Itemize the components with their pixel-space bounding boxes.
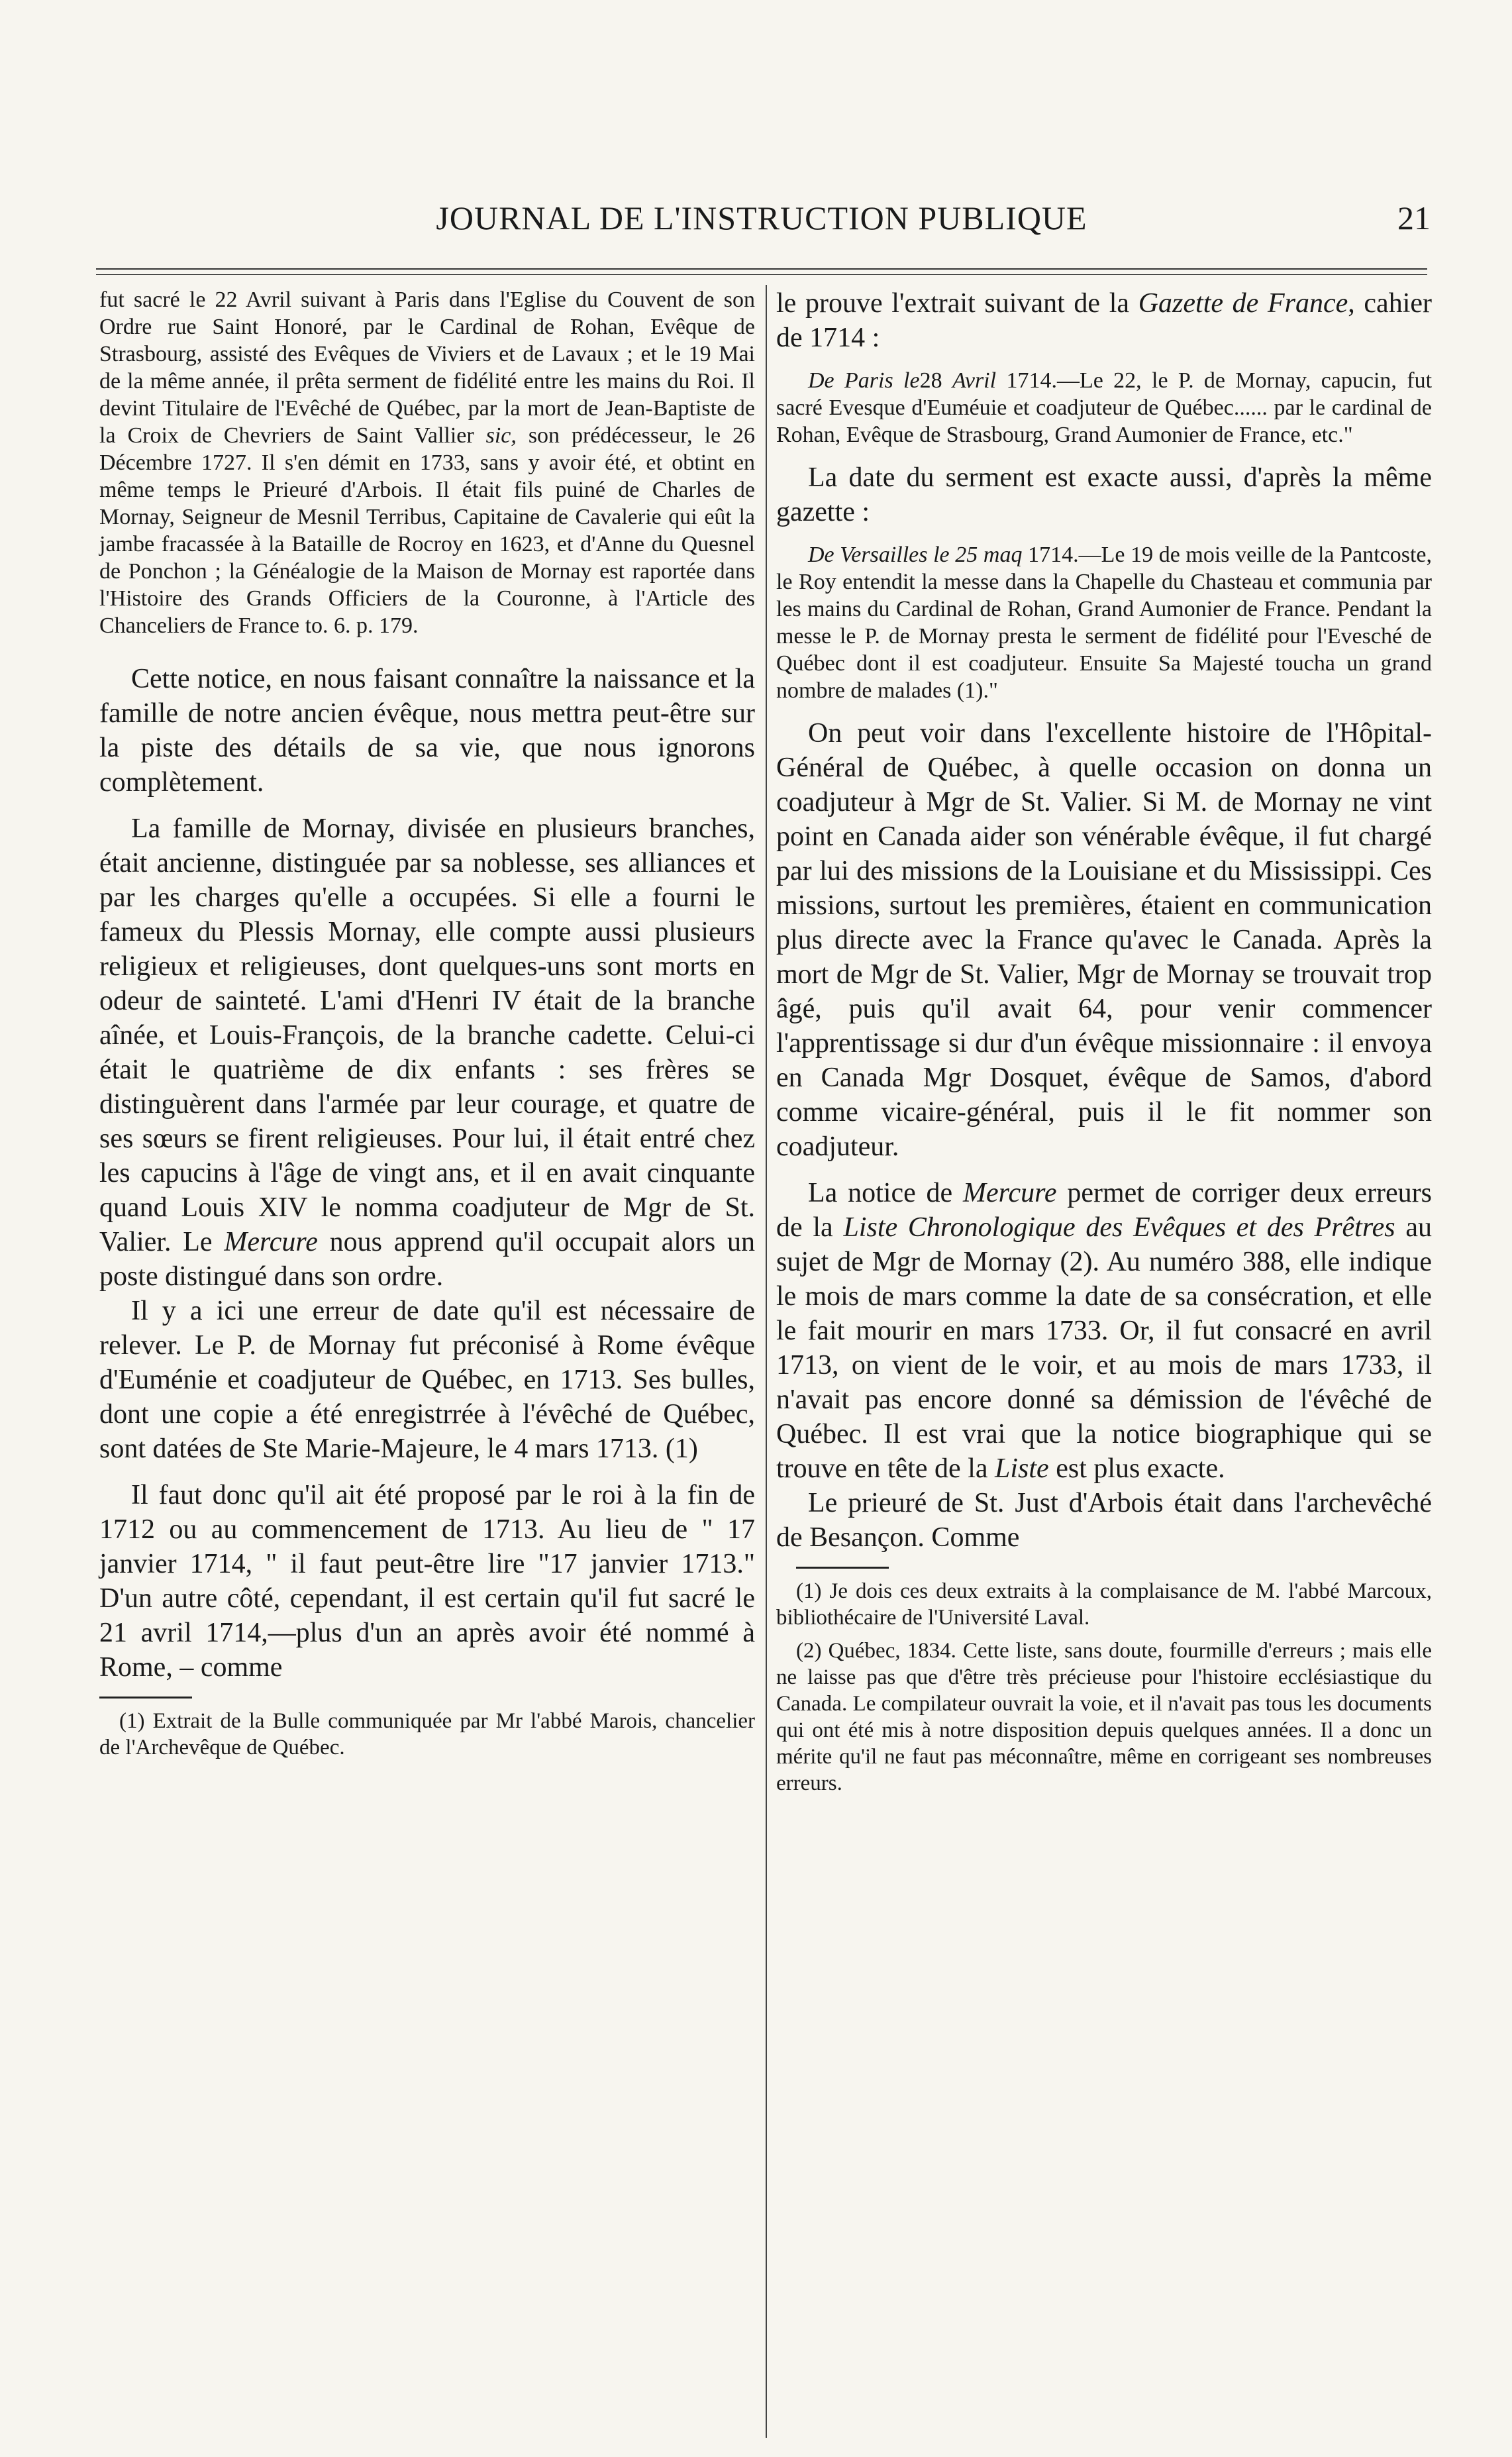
quote-month: Avril	[952, 368, 997, 393]
notice-text-2: son prédécesseur, le 26 Décembre 1727. Il s'en démit en 1733, sans y avoir été, et obtint en même temps le Prieuré d'Arbois. Il était fils puiné de Charles de Mornay, Seigneur de Mesnil Terribus, Capitaine de Cavalerie qui eût la jambe fracassée à la Bataille de Rocroy en 1623, et d'Anne du Quesnel de Ponchon ; la Généalogie de la Maison de Mornay est raportée dans l'Histoire des Grands Officiers de la Couronne, à l'Article des Chanceliers de France to. 6. p. 179.	[99, 423, 756, 638]
quote-text: 1714.—Le 19 de mois veille de la Pantcoste, le Roy entendit la messe dans la Chapelle du Chasteau et communia par les mains du Cardinal de Rohan, Grand Aumonier de France. Pendant la messe le P. de Mornay presta le serment de fidélité pour l'Evesché de Québec dont il est coadjuteur. Ensuite Sa Majesté toucha un grand nombre de malades (1)."	[776, 543, 1432, 703]
footnote-rule	[796, 1567, 889, 1569]
mercure-title: Mercure	[963, 1178, 1057, 1208]
notice-text-1: fut sacré le 22 Avril suivant à Paris dans l'Eglise du Couvent de son Ordre rue Saint Honoré, par le Cardinal de Rohan, Evêque de Strasbourg, assisté des Evêques de Viviers et de Lavaux ; et le 19 Mai de la même année, il prêta serment de fidélité entre les mains du Roi. Il devint Titulaire de l'Evêché de Québec, par la mort de Jean-Baptiste de la Croix de Chevriers de Saint Vallier	[99, 288, 755, 448]
footnote: (1) Je dois ces deux extraits à la complaisance de M. l'abbé Marcoux, bibliothécaire de l'Université Laval.	[776, 1579, 1432, 1630]
paragraph-text: le prouve l'extrait suivant de la	[776, 288, 1130, 319]
header-rule-thin	[96, 274, 1427, 275]
paragraph-text: La famille de Mornay, divisée en plusieurs branches, était ancienne, distinguée par sa noblesse, ses alliances et par les charges qu'elle a occupées. Si elle a fourni le fameux du Plessis Mornay, elle compte aussi plusieurs religieux et religieuses, dont quelques-uns sont morts en odeur de sainteté. L'ami d'Henri IV était de la branche aînée, et Louis-François, de la branche cadette. Celui-ci était le quatrième de dix enfants : ses frères se distinguèrent dans l'armée par leur courage, et quatre de ses sœurs se firent religieuses. Pour lui, il était entré chez les capucins à l'âge de vingt ans, et il en avait cinquante quand Louis XIV le nomma coadjuteur de Mgr de St. Valier. Le	[99, 813, 755, 1257]
paragraph-text: permet de corriger deux erreurs de la	[776, 1178, 1433, 1243]
footnote-rule	[99, 1697, 192, 1699]
paragraph	[776, 1176, 1432, 1486]
liste-title: Liste Chronologique des Evêques et des Prêtres	[843, 1212, 1395, 1243]
mercure-title: Mercure	[224, 1227, 318, 1257]
column-divider	[766, 285, 767, 2438]
right-column	[776, 286, 1432, 1797]
quotation	[776, 367, 1432, 448]
quote-date: 25 maq	[955, 543, 1023, 567]
left-column	[99, 286, 755, 1761]
paragraph-text: est plus exacte.	[1056, 1453, 1225, 1484]
page-number: 21	[1397, 199, 1431, 236]
quote-text: 1714.—Le 22, le P. de Mornay, capucin, fut sacré Evesque d'Euméuie et coadjuteur de Québec...... par le cardinal de Rohan, Evêque de Strasbourg, Grand Aumonier de France, etc."	[776, 368, 1433, 447]
quote-place: De Versailles le	[808, 543, 950, 567]
paragraph: On peut voir dans l'excellente histoire de l'Hôpital-Général de Québec, à quelle occasion on donna un coadjuteur à Mgr de St. Valier. Si M. de Mornay ne vint point en Canada aider son vénérable évêque, il fut chargé par lui des missions de la Louisiane et du Mississippi. Ces missions, surtout les premières, étaient en communication plus directe avec la France qu'avec le Canada. Après la mort de Mgr de St. Valier, Mgr de Mornay se trouvait trop âgé, puis qu'il avait 64, pour venir commencer l'apprentissage si dur d'un évêque missionnaire : il envoya en Canada Mgr Dosquet, évêque de Samos, d'abord comme vicaire-général, puis il le fit nommer son coadjuteur.	[776, 718, 1432, 1162]
paragraph	[776, 286, 1432, 355]
paragraph-text: , cahier de 1714 :	[776, 288, 1432, 353]
paragraph-text: nous apprend qu'il occupait alors un poste distingué dans son ordre.	[99, 1227, 756, 1292]
quote-place: De Paris le	[808, 368, 920, 393]
mercure-notice-continuation	[99, 286, 755, 639]
paragraph-text: La notice de	[808, 1178, 953, 1208]
quote-date: 28	[919, 368, 942, 393]
paragraph: Le prieuré de St. Just d'Arbois était dans l'archevêché de Besançon. Comme	[776, 1488, 1432, 1553]
paragraph: Il faut donc qu'il ait été proposé par le roi à la fin de 1712 ou au commencement de 1713. Au lieu de " 17 janvier 1714, " il faut peut-être lire "17 janvier 1713." D'un autre côté, cependant, il est certain qu'il fut sacré le 21 avril 1714,—plus d'un an après avoir été nommé à Rome, – comme	[99, 1480, 755, 1683]
paragraph-text: au sujet de Mgr de Mornay (2). Au numéro 388, elle indique le mois de mars comme la date de sa consécration, et elle le fait mourir en mars 1733. Or, il fut consacré en avril 1713, on vient de le voir, et au mois de mars 1733, il n'avait pas encore donné sa démission de l'évêché de Québec. Il est vrai que la notice biographique qui se trouve en tête de la	[776, 1212, 1433, 1484]
paragraph	[99, 811, 755, 1294]
footnote: (1) Extrait de la Bulle communiquée par Mr l'abbé Marois, chancelier de l'Archevêque de Québec.	[99, 1709, 755, 1759]
gazette-title: Gazette de France	[1138, 288, 1348, 319]
paragraph: La date du serment est exacte aussi, d'après la même gazette :	[776, 462, 1432, 527]
header-rule	[96, 268, 1427, 270]
page-header	[93, 199, 1431, 252]
liste-short-title: Liste	[995, 1453, 1049, 1484]
paragraph: Cette notice, en nous faisant connaître la naissance et la famille de notre ancien évêque, nous mettra peut-être sur la piste des détails de sa vie, que nous ignorons complètement.	[99, 664, 755, 798]
quotation	[776, 541, 1432, 704]
paragraph: Il y a ici une erreur de date qu'il est nécessaire de relever. Le P. de Mornay fut préconisé à Rome évêque d'Euménie et coadjuteur de Québec, en 1713. Ses bulles, dont une copie a été enregistrrée à l'évêché de Québec, sont datées de Ste Marie-Majeure, le 4 mars 1713. (1)	[99, 1296, 755, 1464]
notice-sic: sic,	[485, 423, 517, 448]
footnote: (2) Québec, 1834. Cette liste, sans doute, fourmille d'erreurs ; mais elle ne laisse pas que d'être très précieuse pour l'histoire ecclésiastique du Canada. Le compilateur ouvrait la voie, et il n'avait pas tous les documents qui ont été mis à notre disposition depuis quelques années. Il a donc un mérite qu'il ne faut pas méconnaître, même en corrigeant ses nombreuses erreurs.	[776, 1639, 1432, 1795]
running-title: JOURNAL DE L'INSTRUCTION PUBLIQUE	[436, 199, 1087, 236]
